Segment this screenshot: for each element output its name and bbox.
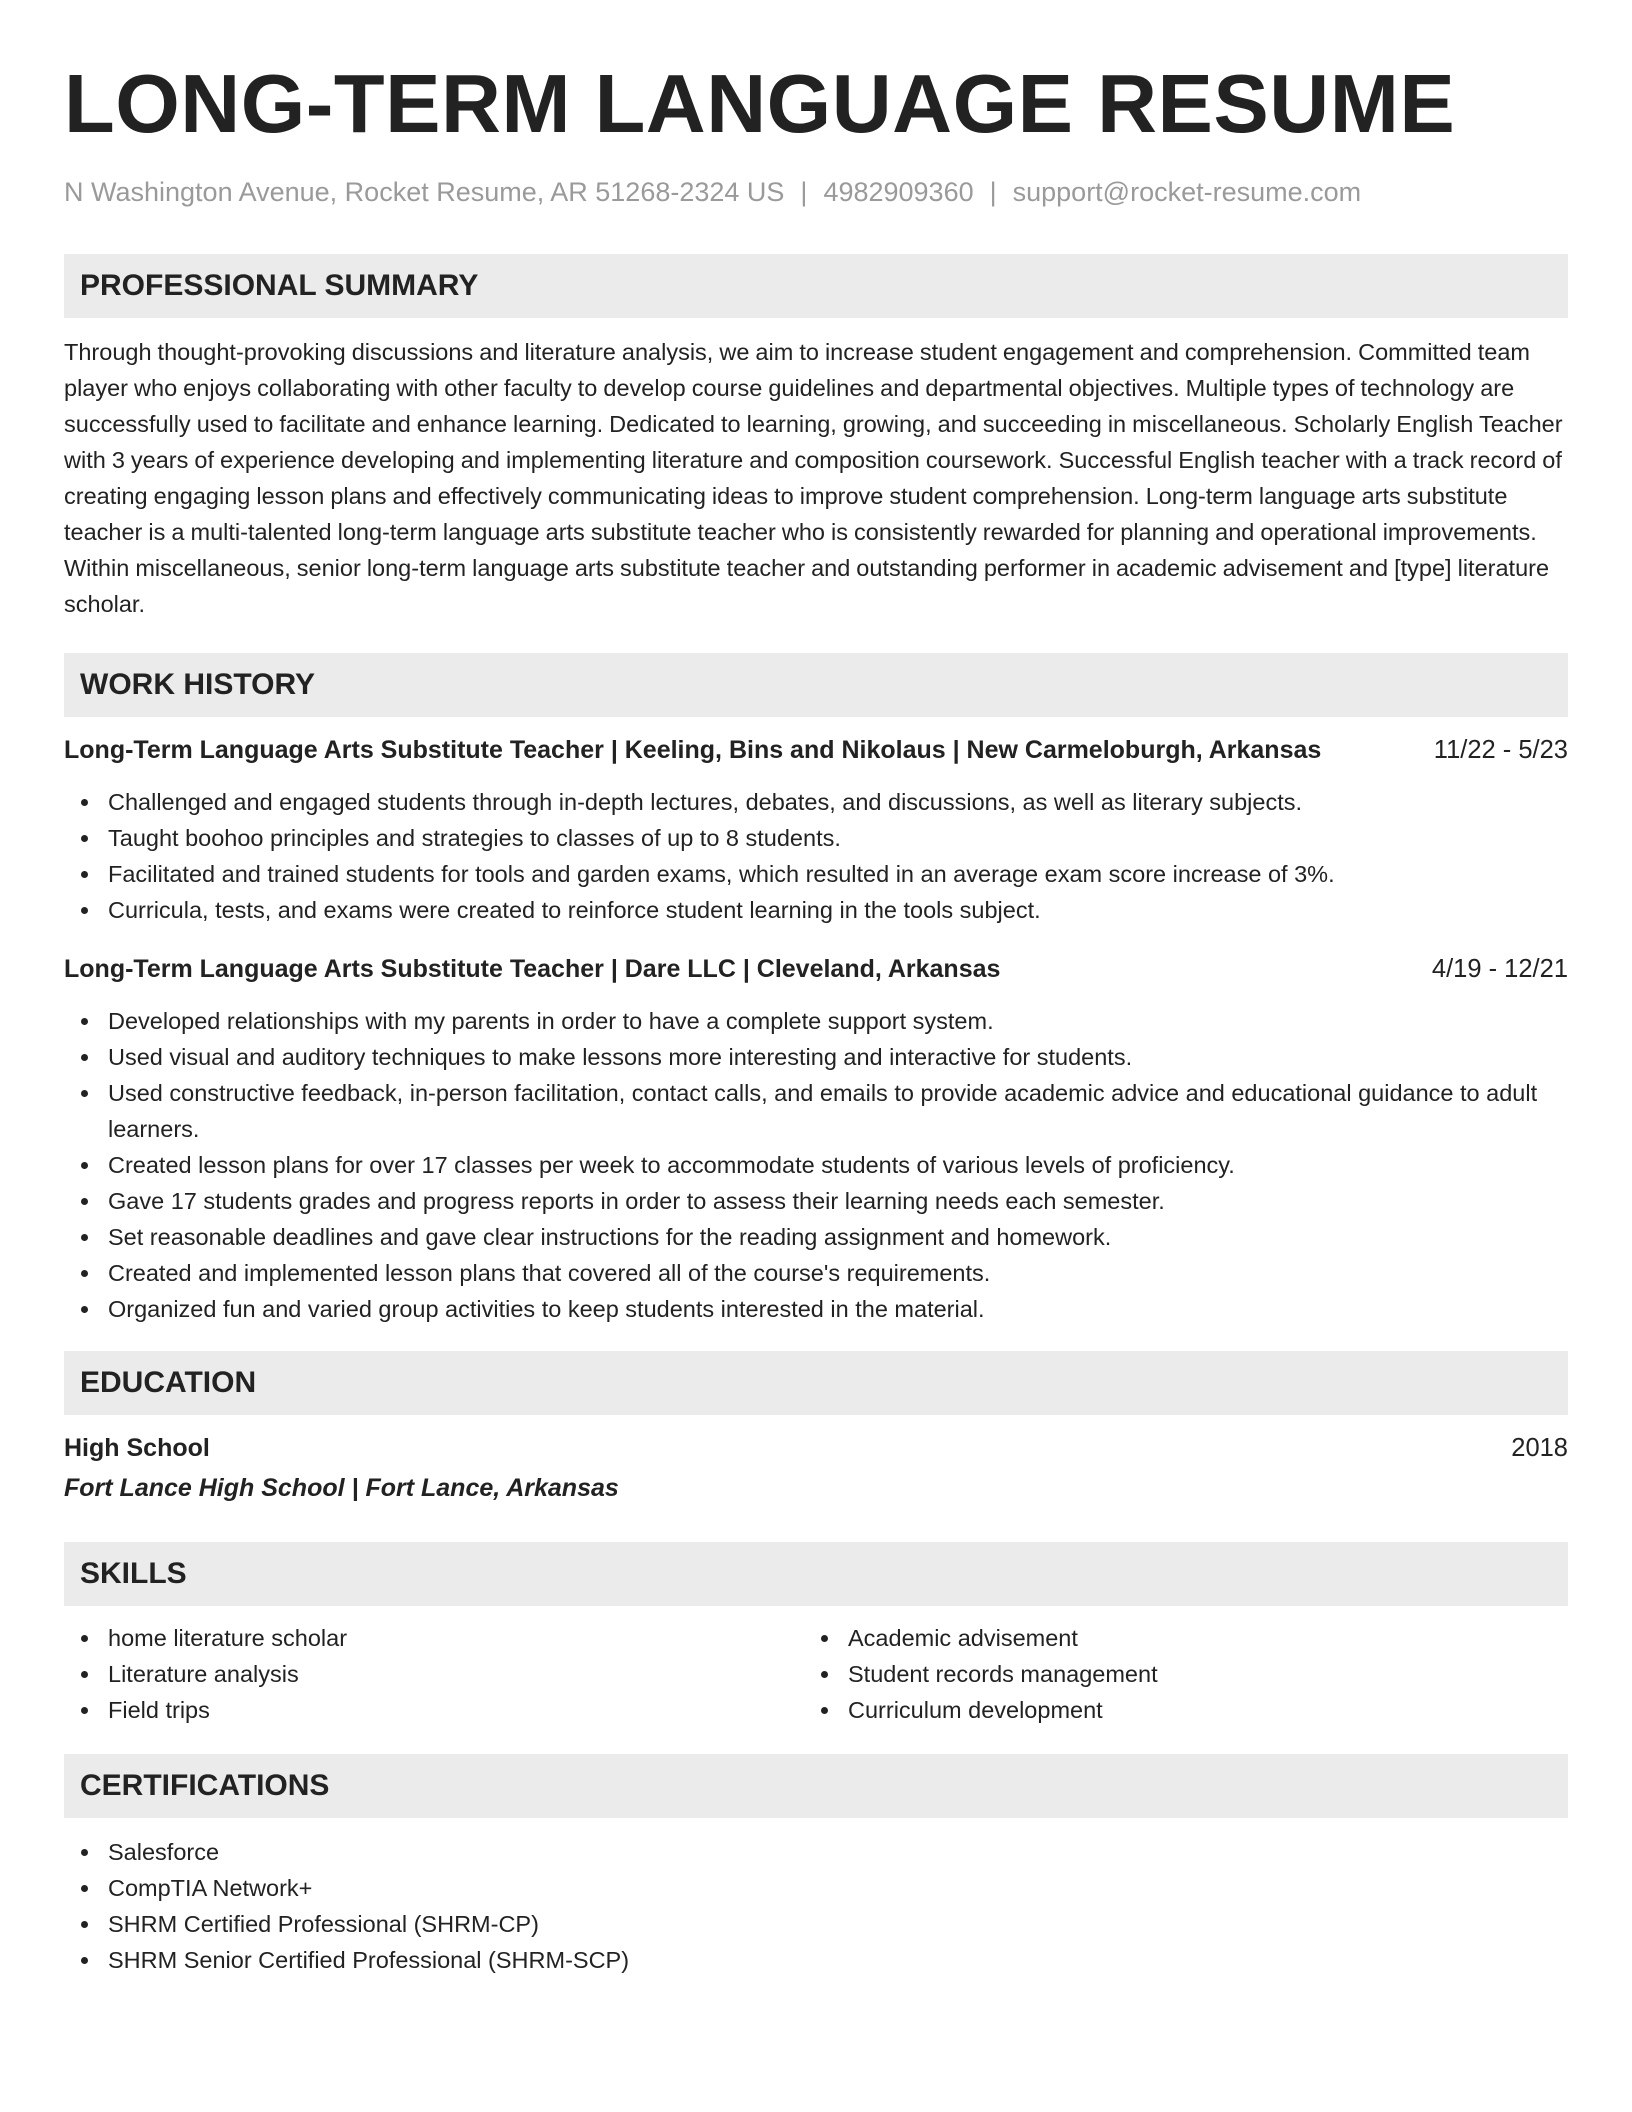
job-header <box>64 732 1568 768</box>
contact-separator: | <box>989 177 997 207</box>
section-heading-work-history: WORK HISTORY <box>64 653 1568 717</box>
list-item: CompTIA Network+ <box>64 1870 1568 1906</box>
list-item: Created and implemented lesson plans that covered all of the course's requirements. <box>64 1255 1568 1291</box>
skills-list <box>64 1620 1568 1728</box>
certifications-list <box>64 1834 1568 1978</box>
list-item: SHRM Certified Professional (SHRM-CP) <box>64 1906 1568 1942</box>
job-header <box>64 951 1568 987</box>
list-item: Developed relationships with my parents in order to have a complete support system. <box>64 1003 1568 1039</box>
list-item: SHRM Senior Certified Professional (SHRM-SCP) <box>64 1942 1568 1978</box>
list-item: Facilitated and trained students for tools and garden exams, which resulted in an average exam score increase of 3%. <box>64 856 1568 892</box>
list-item: Curricula, tests, and exams were created to reinforce student learning in the tools subject. <box>64 892 1568 928</box>
job-bullets <box>64 1003 1568 1327</box>
list-item: Used constructive feedback, in-person facilitation, contact calls, and emails to provide academic advice and educational guidance to adult learners. <box>64 1075 1568 1147</box>
list-item: Used visual and auditory techniques to make lessons more interesting and interactive for students. <box>64 1039 1568 1075</box>
contact-line <box>64 174 1568 210</box>
resume-title: LONG-TERM LANGUAGE RESUME <box>64 57 1456 150</box>
list-item: Curriculum development <box>804 1692 1544 1728</box>
list-item: Organized fun and varied group activities to keep students interested in the material. <box>64 1291 1568 1327</box>
list-item: home literature scholar <box>64 1620 804 1656</box>
job-title: Long-Term Language Arts Substitute Teacher | Keeling, Bins and Nikolaus | New Carmeloburgh, Arkansas <box>64 736 1322 764</box>
job-dates: 4/19 - 12/21 <box>1431 955 1568 983</box>
contact-address: N Washington Avenue, Rocket Resume, AR 51268-2324 US <box>64 177 785 207</box>
list-item: Field trips <box>64 1692 804 1728</box>
list-item: Set reasonable deadlines and gave clear instructions for the reading assignment and homework. <box>64 1219 1568 1255</box>
list-item: Challenged and engaged students through in-depth lectures, debates, and discussions, as well as literary subjects. <box>64 784 1568 820</box>
skills-column-left <box>64 1620 804 1728</box>
education-school: Fort Lance High School | Fort Lance, Arkansas <box>64 1474 619 1502</box>
list-item: Taught boohoo principles and strategies to classes of up to 8 students. <box>64 820 1568 856</box>
section-heading-certifications: CERTIFICATIONS <box>64 1754 1568 1818</box>
contact-email[interactable]: support@rocket-resume.com <box>1012 177 1362 207</box>
section-heading-summary: PROFESSIONAL SUMMARY <box>64 254 1568 318</box>
list-item: Academic advisement <box>804 1620 1544 1656</box>
education-year: 2018 <box>1511 1434 1568 1462</box>
list-item: Gave 17 students grades and progress reports in order to assess their learning needs each semester. <box>64 1183 1568 1219</box>
list-item: Created lesson plans for over 17 classes per week to accommodate students of various levels of proficiency. <box>64 1147 1568 1183</box>
skills-column-right <box>804 1620 1544 1728</box>
section-heading-education: EDUCATION <box>64 1351 1568 1415</box>
summary-text: Through thought-provoking discussions and literature analysis, we aim to increase student engagement and comprehension. Committed team player who enjoys collaborating with other faculty to develop course guidelines and departmental objectives. Multiple types of technology are successfully used to facilitate and enhance learning. Dedicated to learning, growing, and succeeding in miscellaneous. Scholarly English Teacher with 3 years of experience developing and implementing literature and composition coursework. Successful English teacher with a track record of creating engaging lesson plans and effectively communicating ideas to improve student comprehension. Long-term language arts substitute teacher is a multi-talented long-term language arts substitute teacher who is consistently rewarded for planning and operational improvements. Within miscellaneous, senior long-term language arts substitute teacher and outstanding performer in academic advisement and [type] literature scholar. <box>64 339 1563 617</box>
job-dates: 11/22 - 5/23 <box>1433 736 1568 764</box>
job-title: Long-Term Language Arts Substitute Teacher | Dare LLC | Cleveland, Arkansas <box>64 955 1001 983</box>
education-header <box>64 1430 1568 1466</box>
list-item: Salesforce <box>64 1834 1568 1870</box>
list-item: Student records management <box>804 1656 1544 1692</box>
section-heading-skills: SKILLS <box>64 1542 1568 1606</box>
list-item: Literature analysis <box>64 1656 804 1692</box>
contact-separator: | <box>800 177 808 207</box>
job-bullets <box>64 784 1568 928</box>
contact-phone: 4982909360 <box>823 177 974 207</box>
education-degree: High School <box>64 1434 210 1462</box>
